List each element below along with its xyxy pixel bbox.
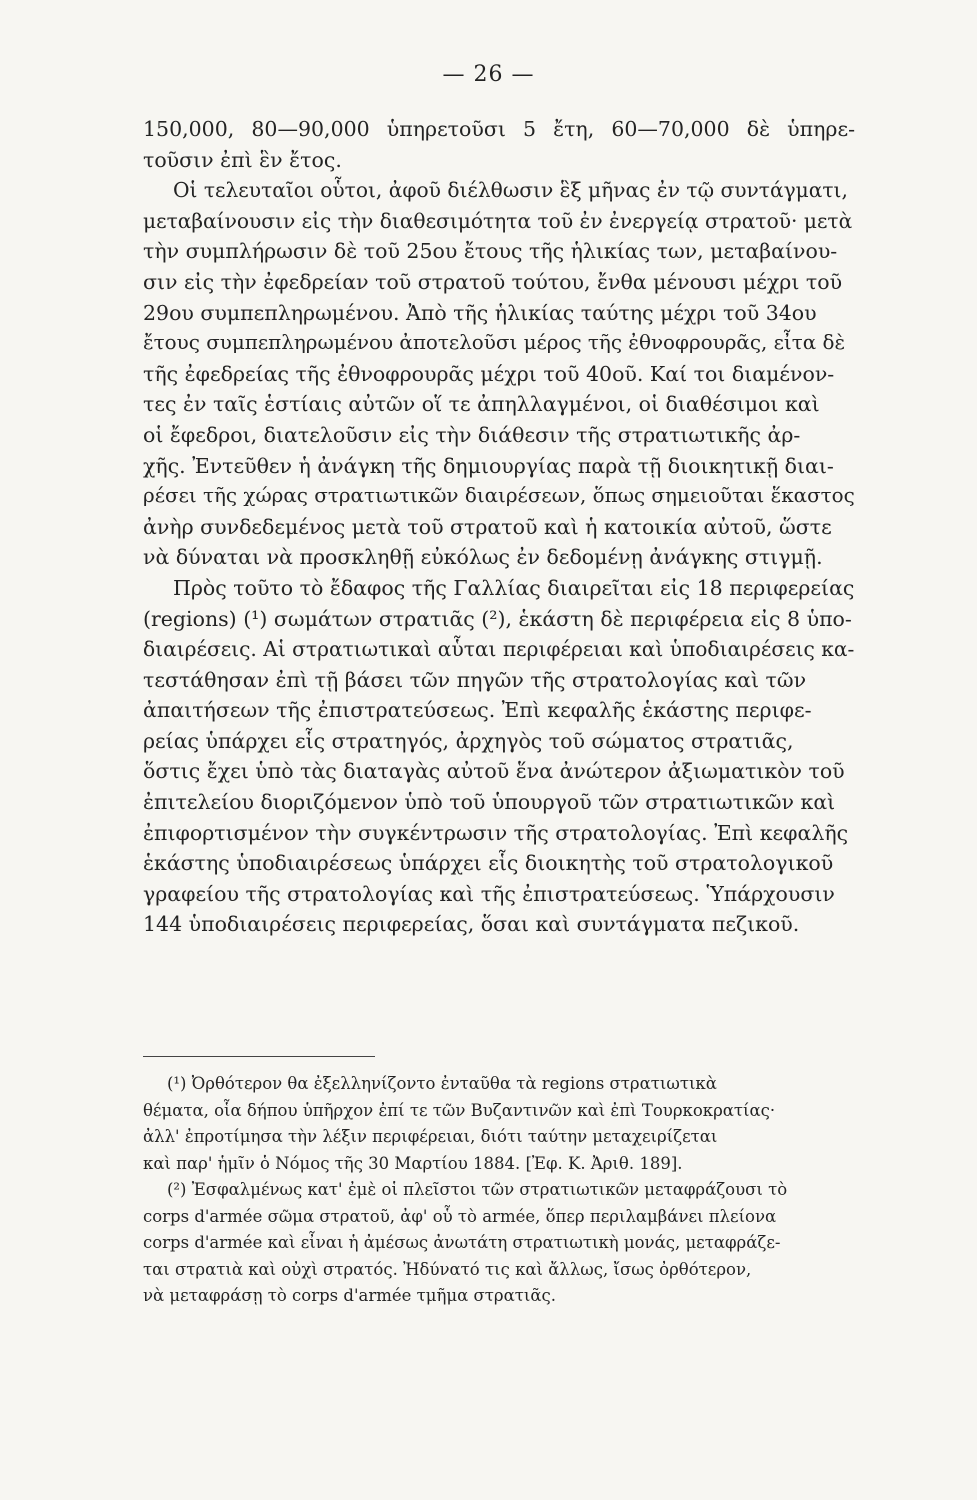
text-line: 29ου συμπεπληρωμένου. Ἀπὸ τῆς ἡλικίας ταύτης μέχρι τοῦ 34ου [143, 300, 817, 325]
text-line: διαιρέσεις. Αἱ στρατιωτικαὶ αὗται περιφέρειαι καὶ ὑποδιαιρέσεις κα- [143, 637, 855, 662]
text-line: 150,000, 80—90,000 ὑπηρετοῦσι 5 ἔτη, 60—70,000 δὲ ὑπηρε- [143, 117, 855, 141]
text-line: σιν εἰς τὴν ἐφεδρείαν τοῦ στρατοῦ τούτου, ἔνθα μένουσι μέχρι τοῦ [143, 269, 843, 294]
footnote-line: θέματα, οἷα δήπου ὑπῆρχον ἐπί τε τῶν Βυζαντινῶν καὶ ἐπὶ Τουρκοκρατίας· [143, 1100, 776, 1120]
text-line: μεταβαίνουσιν εἰς τὴν διαθεσιμότητα τοῦ ἐν ἐνεργείᾳ στρατοῦ· μετὰ [143, 208, 853, 233]
text-line: ἐπιτελείου διοριζόμενον ὑπὸ τοῦ ὑπουργοῦ τῶν στρατιωτικῶν καὶ [143, 790, 836, 815]
text-line: ρέσει τῆς χώρας στρατιωτικῶν διαιρέσεων, ὅπως σημειοῦται ἕκαστος [143, 484, 855, 508]
footnote-line: (²) Ἐσφαλμένως κατ' ἐμὲ οἱ πλεῖστοι τῶν στρατιωτικῶν μεταφράζουσι τὸ [167, 1180, 788, 1199]
text-line: τεστάθησαν ἐπὶ τῇ βάσει τῶν πηγῶν τῆς στρατολογίας καὶ τῶν [143, 667, 807, 692]
text-line: (regions) (¹) σωμάτων στρατιᾶς (²), ἑκάστη δὲ περιφέρεια εἰς 8 ὑπο- [143, 606, 852, 631]
text-line: ἑκάστης ὑποδιαιρέσεως ὑπάρχει εἷς διοικητὴς τοῦ στρατολογικοῦ [143, 851, 834, 876]
footnote-line: καὶ παρ' ἡμῖν ὁ Νόμος τῆς 30 Μαρτίου 1884. [Ἐφ. Κ. Ἀριθ. 189]. [143, 1153, 683, 1173]
text-line: τὴν συμπλήρωσιν δὲ τοῦ 25ου ἔτους τῆς ἡλικίας των, μεταβαίνου- [143, 239, 838, 264]
text-line: τες ἐν ταῖς ἑστίαις αὐτῶν οἵ τε ἀπηλλαγμένοι, οἱ διαθέσιμοι καὶ [143, 392, 820, 417]
footnote-line: corps d'armée σῶμα στρατοῦ, ἀφ' οὗ τὸ armée, ὅπερ περιλαμβάνει πλείονα [143, 1206, 777, 1226]
text-line: ἀπαιτήσεων τῆς ἐπιστρατεύσεως. Ἐπὶ κεφαλῆς ἑκάστης περιφε- [143, 698, 812, 723]
footnote-line: νὰ μεταφράσῃ τὸ corps d'armée τμῆμα στρατιᾶς. [143, 1286, 556, 1305]
page-number: — 26 — [442, 62, 535, 87]
footnote-divider [143, 1056, 375, 1057]
footnote-line: ται στρατιὰ καὶ οὐχὶ στρατός. Ἠδύνατό τις καὶ ἄλλως, ἴσως ὀρθότερον, [143, 1259, 752, 1279]
text-line: γραφείου τῆς στρατολογίας καὶ τῆς ἐπιστρατεύσεως. Ὑπάρχουσιν [143, 881, 835, 906]
text-line: τῆς ἐφεδρείας τῆς ἐθνοφρουρᾶς μέχρι τοῦ 40οῦ. Καί τοι διαμένον- [143, 361, 835, 386]
main-text [143, 114, 855, 940]
text-line: ἔτους συμπεπληρωμένου ἀποτελοῦσι μέρος τῆς ἐθνοφρουρᾶς, εἶτα δὲ [143, 331, 846, 355]
text-line: οἱ ἔφεδροι, διατελοῦσιν εἰς τὴν διάθεσιν τῆς στρατιωτικῆς ἀρ- [143, 422, 801, 447]
text-line: ἐπιφορτισμένον τὴν συγκέντρωσιν τῆς στρατολογίας. Ἐπὶ κεφαλῆς [143, 820, 849, 845]
text-line: Πρὸς τοῦτο τὸ ἔδαφος τῆς Γαλλίας διαιρεῖται εἰς 18 περιφερείας [173, 575, 855, 600]
footnotes [143, 1071, 855, 1310]
text-line: ρείας ὑπάρχει εἷς στρατηγός, ἀρχηγὸς τοῦ σώματος στρατιᾶς, [143, 728, 794, 753]
footnote-line: (¹) Ὀρθότερον θα ἐξελληνίζοντο ἐνταῦθα τὰ regions στρατιωτικὰ [167, 1074, 717, 1093]
text-line: 144 ὑποδιαιρέσεις περιφερείας, ὅσαι καὶ συντάγματα πεζικοῦ. [143, 912, 800, 937]
text-line: ἀνὴρ συνδεδεμένος μετὰ τοῦ στρατοῦ καὶ ἡ κατοικία αὐτοῦ, ὥστε [143, 514, 832, 539]
text-line: χῆς. Ἐντεῦθεν ἡ ἀνάγκη τῆς δημιουργίας παρὰ τῇ διοικητικῇ διαι- [143, 453, 834, 478]
footnote-line: ἀλλ' ἐπροτίμησα τὴν λέξιν περιφέρειαι, διότι ταύτην μεταχειρίζεται [143, 1127, 718, 1146]
text-line: Οἱ τελευταῖοι οὗτοι, ἀφοῦ διέλθωσιν ἓξ μῆνας ἐν τῷ συντάγματι, [173, 178, 848, 203]
footnote-line: corps d'armée καὶ εἶναι ἡ ἀμέσως ἀνωτάτη στρατιωτικὴ μονάς, μεταφράζε- [143, 1233, 781, 1252]
text-line: τοῦσιν ἐπὶ ἓν ἔτος. [143, 147, 342, 172]
text-line: νὰ δύναται νὰ προσκληθῇ εὐκόλως ἐν δεδομένῃ ἀνάγκης στιγμῇ. [143, 545, 823, 570]
text-line: ὅστις ἔχει ὑπὸ τὰς διαταγὰς αὐτοῦ ἕνα ἀνώτερον ἀξιωματικὸν τοῦ [143, 759, 845, 784]
